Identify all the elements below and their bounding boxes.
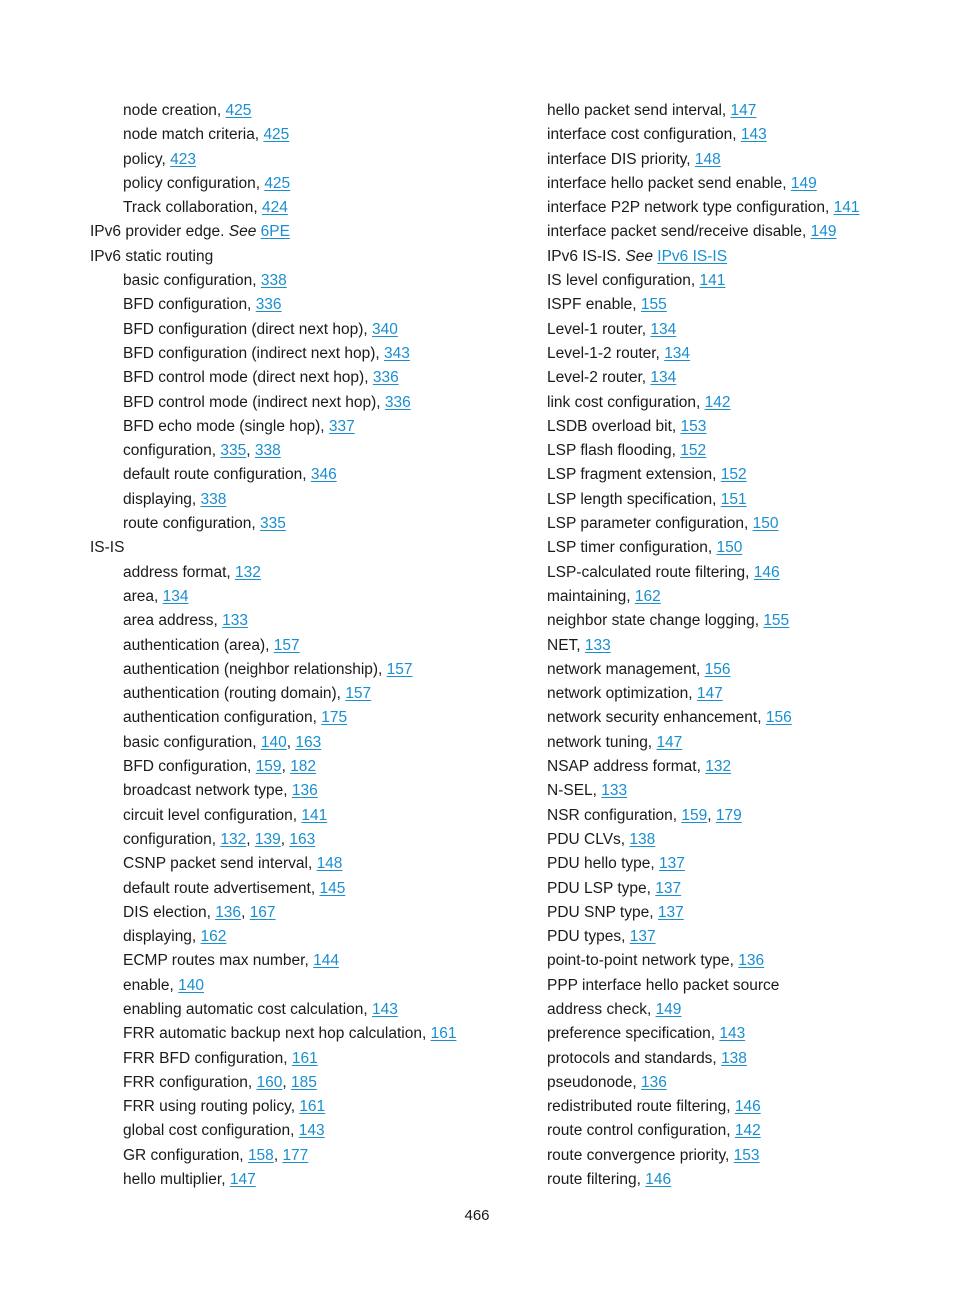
index-entry (90, 269, 500, 293)
page-reference-link[interactable]: 338 (260, 272, 287, 290)
page-reference-link[interactable]: 162 (200, 928, 227, 946)
index-term: hello multiplier, (123, 1171, 230, 1189)
index-term: displaying, (123, 928, 201, 946)
index-entry (514, 706, 834, 730)
index-entry (514, 366, 834, 390)
index-term: configuration, (123, 442, 221, 460)
index-term: BFD configuration, (123, 758, 256, 776)
page-reference-link[interactable]: 138 (721, 1049, 747, 1067)
index-term: interface P2P network type configuration, (547, 199, 834, 217)
index-entry (90, 561, 500, 585)
index-entry (90, 852, 500, 876)
index-term: BFD configuration (direct next hop), (123, 320, 372, 338)
page-reference-link[interactable]: 152 (720, 466, 747, 484)
index-entry (514, 925, 834, 949)
index-term: LSP fragment extension, (547, 466, 721, 484)
index-entry: DIS election, 136, 167 (123, 903, 276, 921)
page-number: 466 (464, 1207, 490, 1224)
index-term: IS level configuration, (547, 272, 700, 290)
page-reference-link[interactable]: 179 (715, 806, 742, 824)
index-entry (90, 196, 500, 220)
index-entry (90, 512, 500, 536)
index-entry (90, 804, 500, 828)
index-entry (514, 488, 834, 512)
index-entry (90, 463, 500, 487)
index-column-left (90, 99, 500, 1192)
index-term: global cost configuration, (123, 1122, 299, 1140)
page-reference-link[interactable]: 143 (372, 1000, 398, 1018)
index-entry (90, 366, 500, 390)
page-reference-link[interactable]: 134 (650, 369, 677, 387)
page-reference-link[interactable]: 133 (601, 782, 628, 800)
index-entry (90, 172, 500, 196)
index-term: neighbor state change logging, (547, 612, 764, 630)
page-reference-link[interactable]: 162 (634, 587, 661, 605)
index-term: interface hello packet send enable, (547, 174, 791, 192)
index-entry (90, 585, 500, 609)
index-entry (514, 536, 834, 560)
index-term: BFD echo mode (single hop), (123, 417, 329, 435)
index-term: link cost configuration, (547, 393, 705, 411)
index-entry (514, 1119, 834, 1143)
index-entry (90, 1022, 500, 1046)
index-term: enable, (123, 976, 179, 994)
page-reference-link[interactable]: 134 (650, 320, 677, 338)
page-reference-link[interactable]: 157 (345, 685, 372, 703)
page-reference-link[interactable]: 146 (753, 563, 780, 581)
page-reference-link[interactable]: 161 (430, 1025, 457, 1043)
page-reference-link[interactable]: 147 (656, 733, 683, 751)
index-term: NSR configuration, (547, 806, 682, 824)
index-entry (90, 974, 500, 998)
page-reference-link[interactable]: 133 (584, 636, 611, 654)
index-entry (514, 561, 834, 585)
index-term: ECMP routes max number, (123, 952, 314, 970)
page-reference-link[interactable]: 338 (254, 442, 281, 460)
page-reference-link[interactable]: 143 (719, 1025, 746, 1043)
index-term: LSP parameter configuration, (547, 515, 753, 533)
index-term: IS-IS (90, 539, 125, 557)
index-term: network management, (547, 660, 705, 678)
index-entry (90, 391, 500, 415)
index-entry (514, 1047, 834, 1071)
index-entry (90, 658, 500, 682)
index-entry (514, 148, 834, 172)
page-reference-link[interactable]: 159 (255, 758, 282, 776)
page-reference-link[interactable]: 144 (313, 952, 339, 970)
page-reference-link[interactable]: 140 (260, 733, 287, 751)
page-reference-link[interactable]: 132 (705, 758, 732, 776)
index-entry (514, 1168, 834, 1192)
index-term: network optimization, (547, 685, 697, 703)
index-entry (90, 342, 500, 366)
index-term: address format, (123, 563, 235, 581)
page-reference-link[interactable]: 141 (301, 806, 328, 824)
index-term: N-SEL, (547, 782, 602, 800)
index-term: route filtering, (547, 1171, 646, 1189)
page-reference-link[interactable]: 150 (752, 515, 779, 533)
page-reference-link[interactable]: 149 (810, 223, 837, 241)
page-reference-link[interactable]: 152 (680, 442, 707, 460)
index-term: NET, (547, 636, 585, 654)
index-term: broadcast network type, (123, 782, 292, 800)
page-reference-link[interactable]: 160 (256, 1073, 283, 1091)
index-entry (514, 974, 834, 1023)
index-entry (90, 293, 500, 317)
index-term: node creation, (123, 102, 226, 119)
index-entry (514, 634, 834, 658)
index-term: authentication (area), (123, 636, 274, 654)
index-term: authentication (routing domain), (123, 685, 346, 703)
index-term: configuration, (123, 830, 221, 848)
page-reference-link[interactable]: 134 (162, 587, 189, 605)
index-term: node match criteria, (123, 126, 264, 144)
index-term: preference specification, (547, 1025, 720, 1043)
index-entry (90, 1047, 500, 1071)
index-term: PPP interface hello packet source address check, (547, 976, 780, 1018)
index-entry (514, 1071, 834, 1095)
index-entry (514, 220, 837, 244)
page-reference-link[interactable]: 155 (763, 612, 790, 630)
index-term: LSP length specification, (547, 490, 721, 508)
index-term: enabling automatic cost calculation, (123, 1000, 373, 1018)
index-term: interface cost configuration, (547, 126, 741, 144)
index-term: IPv6 provider edge. (90, 223, 229, 241)
index-entry (90, 488, 500, 512)
index-entry (514, 269, 834, 293)
index-entry (90, 949, 500, 973)
page-reference-link[interactable]: 336 (384, 393, 411, 411)
page-reference-link[interactable]: 147 (229, 1171, 256, 1189)
index-entry (514, 1095, 834, 1119)
page-reference-link[interactable]: 153 (733, 1146, 760, 1164)
index-entry (90, 99, 500, 123)
index-term: area, (123, 587, 163, 605)
index-entry (514, 318, 834, 342)
page-reference-link[interactable]: 424 (262, 199, 288, 217)
page-reference-link[interactable]: 139 (254, 830, 281, 848)
page-reference-link[interactable]: 137 (629, 928, 656, 946)
index-entry: configuration, 335, 338 (123, 442, 281, 460)
page-reference-link[interactable]: 137 (659, 855, 685, 873)
page-reference-link[interactable]: 336 (372, 369, 399, 387)
page-reference-link[interactable]: 159 (681, 806, 708, 824)
index-term: LSP flash flooding, (547, 442, 681, 460)
index-term: FRR BFD configuration, (123, 1049, 292, 1067)
index-term: point-to-point network type, (547, 952, 739, 970)
index-entry (90, 877, 500, 901)
index-term: FRR automatic backup next hop calculation, (123, 1025, 431, 1043)
index-column-right (514, 99, 860, 1192)
index-entry (514, 463, 834, 487)
index-term: PDU LSP type, (547, 879, 656, 897)
index-term: policy configuration, (123, 174, 265, 192)
index-term: Level-1-2 router, (547, 344, 665, 362)
index-entry (514, 1144, 834, 1168)
see-reference-label: See (228, 223, 261, 241)
index-term: BFD control mode (direct next hop), (123, 369, 373, 387)
index-entry (90, 706, 500, 730)
index-term: LSDB overload bit, (547, 417, 681, 435)
page-reference-link[interactable]: 147 (696, 685, 723, 703)
index-entry (514, 391, 834, 415)
index-term: PDU SNP type, (547, 903, 658, 921)
page-reference-link[interactable]: 177 (282, 1146, 309, 1164)
index-term: area address, (123, 612, 223, 630)
page-reference-link[interactable]: 148 (316, 855, 343, 873)
index-entry (90, 634, 500, 658)
index-entry (90, 1095, 500, 1119)
index-term: BFD configuration (indirect next hop), (123, 344, 385, 362)
index-term: network security enhancement, (547, 709, 766, 727)
page-reference-link[interactable]: 137 (655, 879, 682, 897)
index-entry (514, 512, 834, 536)
index-entry (90, 779, 500, 803)
page-reference-link[interactable]: 163 (289, 830, 316, 848)
page-reference-link[interactable]: 143 (740, 126, 767, 144)
index-term: Track collaboration, (123, 199, 262, 217)
index-entry (514, 901, 834, 925)
page-reference-link[interactable]: 157 (273, 636, 300, 654)
index-entry (514, 172, 834, 196)
index-entry (90, 998, 500, 1022)
page-reference-link[interactable]: 142 (704, 393, 731, 411)
index-term: route configuration, (123, 515, 261, 533)
page-reference-link[interactable]: 140 (178, 976, 205, 994)
index-entry (90, 682, 500, 706)
page-reference-link[interactable]: 134 (664, 344, 691, 362)
page-reference-link[interactable]: 155 (640, 296, 667, 314)
page-reference-link[interactable]: 423 (170, 150, 196, 168)
index-term: default route configuration, (123, 466, 311, 484)
index-term: displaying, (123, 490, 201, 508)
page-reference-link[interactable]: 146 (734, 1098, 761, 1116)
index-entry (514, 852, 834, 876)
index-term: interface packet send/receive disable, (547, 223, 811, 241)
page-reference-link[interactable]: 425 (225, 102, 252, 119)
index-entry (90, 1119, 500, 1143)
index-entry (514, 293, 834, 317)
page-reference-link[interactable]: 143 (298, 1122, 325, 1140)
page-reference-link[interactable]: 167 (249, 903, 276, 921)
page-reference-link[interactable]: 136 (291, 782, 318, 800)
index-term: Level-1 router, (547, 320, 651, 338)
index-entry (514, 415, 834, 439)
page-reference-link[interactable]: 335 (220, 442, 247, 460)
index-entry (90, 925, 500, 949)
page-reference-link[interactable]: 149 (790, 174, 817, 192)
page-reference-link[interactable]: 346 (310, 466, 337, 484)
page-reference-link[interactable]: 163 (295, 733, 322, 751)
index-term: IPv6 IS-IS. (547, 247, 626, 265)
index-entry (514, 877, 834, 901)
index-entry: GR configuration, 158, 177 (123, 1146, 309, 1164)
index-term: route convergence priority, (547, 1146, 734, 1164)
index-entry: NSR configuration, 159, 179 (547, 806, 742, 824)
page-reference-link[interactable]: 151 (720, 490, 747, 508)
index-entry (514, 196, 860, 220)
page-reference-link[interactable]: 156 (765, 709, 792, 727)
index-term: network tuning, (547, 733, 657, 751)
page-reference-link[interactable]: 132 (235, 563, 261, 581)
page-reference-link[interactable]: 146 (645, 1171, 672, 1189)
index-entry (514, 949, 834, 973)
index-term: PDU hello type, (547, 855, 659, 873)
index-entry (514, 658, 834, 682)
page-reference-link[interactable]: 175 (321, 709, 348, 727)
page-reference-link[interactable]: 137 (657, 903, 684, 921)
index-term: maintaining, (547, 587, 635, 605)
index-term: NSAP address format, (547, 758, 706, 776)
index-term: LSP timer configuration, (547, 539, 717, 557)
page-reference-link[interactable]: 161 (299, 1098, 326, 1116)
index-entry (514, 439, 834, 463)
page-reference-link[interactable]: 136 (738, 952, 765, 970)
index-entry (514, 342, 834, 366)
index-entry (90, 415, 500, 439)
index-term: LSP-calculated route filtering, (547, 563, 754, 581)
page-reference-link[interactable]: 153 (680, 417, 707, 435)
index-term: FRR using routing policy, (123, 1098, 300, 1116)
index-term: CSNP packet send interval, (123, 855, 317, 873)
page-reference-link[interactable]: 141 (833, 199, 860, 217)
index-entry: BFD configuration, 159, 182 (123, 758, 317, 776)
index-term: redistributed route filtering, (547, 1098, 735, 1116)
page-reference-link[interactable]: 338 (200, 490, 227, 508)
index-entry (90, 245, 500, 269)
index-entry (90, 148, 500, 172)
page-reference-link[interactable]: 142 (734, 1122, 761, 1140)
page-reference-link[interactable]: 425 (264, 174, 291, 192)
index-entry: FRR configuration, 160, 185 (123, 1073, 317, 1091)
page-reference-link[interactable]: 156 (704, 660, 731, 678)
page-reference-link[interactable]: 138 (629, 830, 656, 848)
page-reference-link[interactable]: 343 (384, 344, 410, 362)
index-term: PDU CLVs, (547, 830, 630, 848)
page-reference-link[interactable]: 185 (291, 1073, 317, 1091)
index-term: circuit level configuration, (123, 806, 302, 824)
index-entry (514, 731, 834, 755)
page-reference-link[interactable]: 158 (247, 1146, 274, 1164)
index-entry (90, 220, 500, 244)
page-reference-link[interactable]: 141 (699, 272, 726, 290)
page-reference-link[interactable]: 149 (655, 1000, 682, 1018)
index-term: BFD control mode (indirect next hop), (123, 393, 385, 411)
index-entry (514, 682, 834, 706)
index-term: authentication (neighbor relationship), (123, 660, 387, 678)
index-entry (514, 779, 834, 803)
page-reference-link[interactable]: 337 (328, 417, 355, 435)
index-term: basic configuration, (123, 733, 261, 751)
page-reference-link[interactable]: 335 (260, 515, 286, 533)
index-entry: configuration, 132, 139, 163 (123, 830, 316, 848)
page-reference-link[interactable]: 132 (220, 830, 247, 848)
index-term: PDU types, (547, 928, 630, 946)
index-term: pseudonode, (547, 1073, 641, 1091)
index-term: FRR configuration, (123, 1073, 257, 1091)
page-reference-link[interactable]: 133 (222, 612, 248, 630)
index-term: ISPF enable, (547, 296, 641, 314)
index-term: Level-2 router, (547, 369, 651, 387)
index-entry: basic configuration, 140, 163 (123, 733, 322, 751)
index-term: policy, (123, 150, 171, 168)
see-reference-label: See (625, 247, 658, 265)
page-reference-link[interactable]: 136 (215, 903, 242, 921)
page-reference-link[interactable]: 150 (716, 539, 743, 557)
index-entry (90, 318, 500, 342)
index-entry (514, 828, 834, 852)
page-reference-link[interactable]: 147 (730, 102, 757, 119)
page-reference-link[interactable]: 182 (290, 758, 317, 776)
index-term: BFD configuration, (123, 296, 256, 314)
page-reference-link[interactable]: IPv6 IS-IS (657, 247, 728, 265)
index-term: GR configuration, (123, 1146, 248, 1164)
index-term: interface DIS priority, (547, 150, 695, 168)
index-entry (514, 609, 834, 633)
index-term: route control configuration, (547, 1122, 735, 1140)
page-reference-link[interactable]: 425 (263, 126, 290, 144)
index-entry (514, 245, 834, 269)
index-entry (514, 99, 834, 123)
page-reference-link[interactable]: 145 (319, 879, 346, 897)
index-term: protocols and standards, (547, 1049, 722, 1067)
page-reference-link[interactable]: 336 (255, 296, 282, 314)
page-reference-link[interactable]: 148 (694, 150, 721, 168)
index-entry (90, 609, 500, 633)
index-term: IPv6 static routing (90, 247, 214, 265)
index-entry (90, 536, 500, 560)
index-entry (514, 755, 834, 779)
index-term: authentication configuration, (123, 709, 322, 727)
index-entry (90, 123, 500, 147)
page-reference-link[interactable]: 157 (386, 660, 413, 678)
page-reference-link[interactable]: 340 (371, 320, 398, 338)
page-reference-link[interactable]: 6PE (260, 223, 290, 241)
index-term: basic configuration, (123, 272, 261, 290)
index-entry (514, 1022, 834, 1046)
index-entry (514, 585, 834, 609)
page-reference-link[interactable]: 136 (640, 1073, 667, 1091)
index-term: default route advertisement, (123, 879, 320, 897)
index-term: hello packet send interval, (547, 102, 731, 119)
index-term: DIS election, (123, 903, 216, 921)
index-entry (90, 1168, 500, 1192)
page-reference-link[interactable]: 161 (291, 1049, 318, 1067)
index-entry (514, 123, 834, 147)
